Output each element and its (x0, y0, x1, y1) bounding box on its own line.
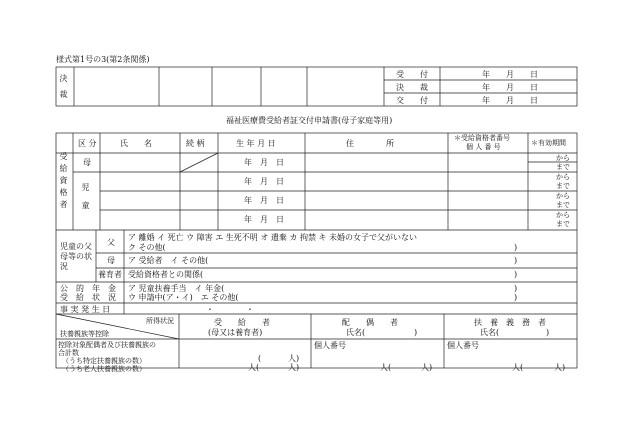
kojin-number-label: 個人番号 (447, 341, 479, 350)
row-mother-label: 母 (83, 158, 91, 167)
status-mother-label: 母 (107, 256, 115, 265)
pension-label-1: 公 的 年 金 (60, 284, 116, 293)
header-kubun: 区 分 (78, 139, 97, 148)
header-recipient-number: ＊受給資格者番号 (454, 134, 510, 142)
person-count: 人( (380, 363, 392, 372)
valid-to: まで (556, 182, 570, 190)
close-paren: ) (414, 328, 418, 337)
pension-options-1: ア 児童扶養手当 イ 年金( (128, 284, 225, 293)
incident-date-dots: ・ ・ (206, 305, 254, 314)
birth-date-fill: 年 月 日 (244, 158, 284, 167)
pension-label-2: 受 給 状 況 (60, 293, 116, 302)
income-col2-name: 氏名( (346, 328, 366, 337)
status-mother-options: ア 受給者 イ その他( (128, 256, 209, 265)
income-col3-name: 氏名( (480, 328, 500, 337)
status-label: 児童の父母等の状況 (60, 242, 92, 271)
approval-row-date: 年 月 日 (482, 83, 538, 92)
header-address: 住 所 (346, 139, 394, 148)
valid-from: から (556, 173, 570, 181)
form-id: 様式第1号の3(第2条関係) (56, 55, 150, 64)
header-zokugara: 続 柄 (186, 139, 205, 148)
paren-person: 人) (288, 354, 300, 363)
income-corner-top: 所得状況 (146, 317, 174, 325)
pension-options-2: ウ 申請中(ア・イ) エ その他( (128, 293, 239, 302)
kojin-number-label: 個人番号 (314, 341, 346, 350)
document-title: 福祉医療費受給者証交付申請書(母子家庭等用) (226, 116, 393, 125)
valid-to: まで (556, 201, 570, 209)
incident-label: 事 実 発 生 日 (60, 305, 111, 314)
status-father-options: ア 離婚 イ 死亡 ウ 障害 エ 生死不明 オ 遺棄 カ 拘禁 キ 未婚の女子で父がいない (128, 233, 418, 242)
deduction-label-4: （うち老人扶養親族の数） (62, 365, 146, 373)
status-guardian-label: 養育者 (98, 270, 122, 279)
valid-to: まで (556, 220, 570, 228)
status-father-other: ク その他( (128, 243, 166, 252)
approval-row-date: 年 月 日 (482, 96, 538, 105)
approval-label: 決裁 (59, 74, 68, 106)
valid-from: から (556, 192, 570, 200)
header-name: 氏 名 (120, 139, 152, 148)
deduction-label-3: （うち特定扶養親族の数） (62, 357, 146, 365)
income-col1-sub: (母又は養育者) (208, 328, 263, 337)
valid-from: から (556, 154, 570, 162)
birth-date-fill: 年 月 日 (244, 177, 284, 186)
close-paren: ) (514, 270, 518, 279)
valid-from: から (556, 211, 570, 219)
status-guardian-relation: 受給資格者との関係( (128, 270, 204, 279)
approval-row-label: 交 付 (396, 96, 428, 105)
birth-date-fill: 年 月 日 (244, 215, 284, 224)
person-close: 人) (554, 363, 566, 372)
approval-row-label: 決 裁 (396, 83, 428, 92)
header-personal-number: 個 人 番 号 (466, 143, 501, 151)
person-count: 人( (248, 363, 260, 372)
close-paren: ) (514, 256, 518, 265)
birth-date-fill: 年 月 日 (244, 196, 284, 205)
deduction-label-2: 合計数 (58, 349, 79, 357)
person-count: 人( (512, 363, 524, 372)
income-col1-title: 受 給 者 (214, 318, 270, 327)
income-col3-title: 扶 養 義 務 者 (474, 318, 546, 327)
close-paren: ) (514, 284, 518, 293)
close-paren: ) (514, 243, 518, 252)
valid-to: まで (556, 163, 570, 171)
recipient-side-label: 受給資格者 (59, 152, 68, 212)
approval-row-date: 年 月 日 (482, 70, 538, 79)
paren-open: ( (258, 354, 262, 363)
deduction-label-1: 控除対象配偶者及び扶養親族の (58, 341, 156, 349)
approval-row-label: 受 付 (396, 70, 428, 79)
header-birth: 生 年 月 日 (236, 139, 276, 148)
close-paren: ) (514, 293, 518, 302)
income-corner-bottom: 扶養親族等控除 (60, 330, 109, 338)
header-valid-period: ＊有効期間 (531, 139, 566, 147)
row-child-label: 児童 (81, 183, 90, 219)
income-col2-title: 配 偶 者 (342, 318, 398, 327)
status-father-label: 父 (107, 238, 115, 247)
person-close: 人) (288, 363, 300, 372)
person-close: 人) (421, 363, 433, 372)
close-paren: ) (546, 328, 550, 337)
